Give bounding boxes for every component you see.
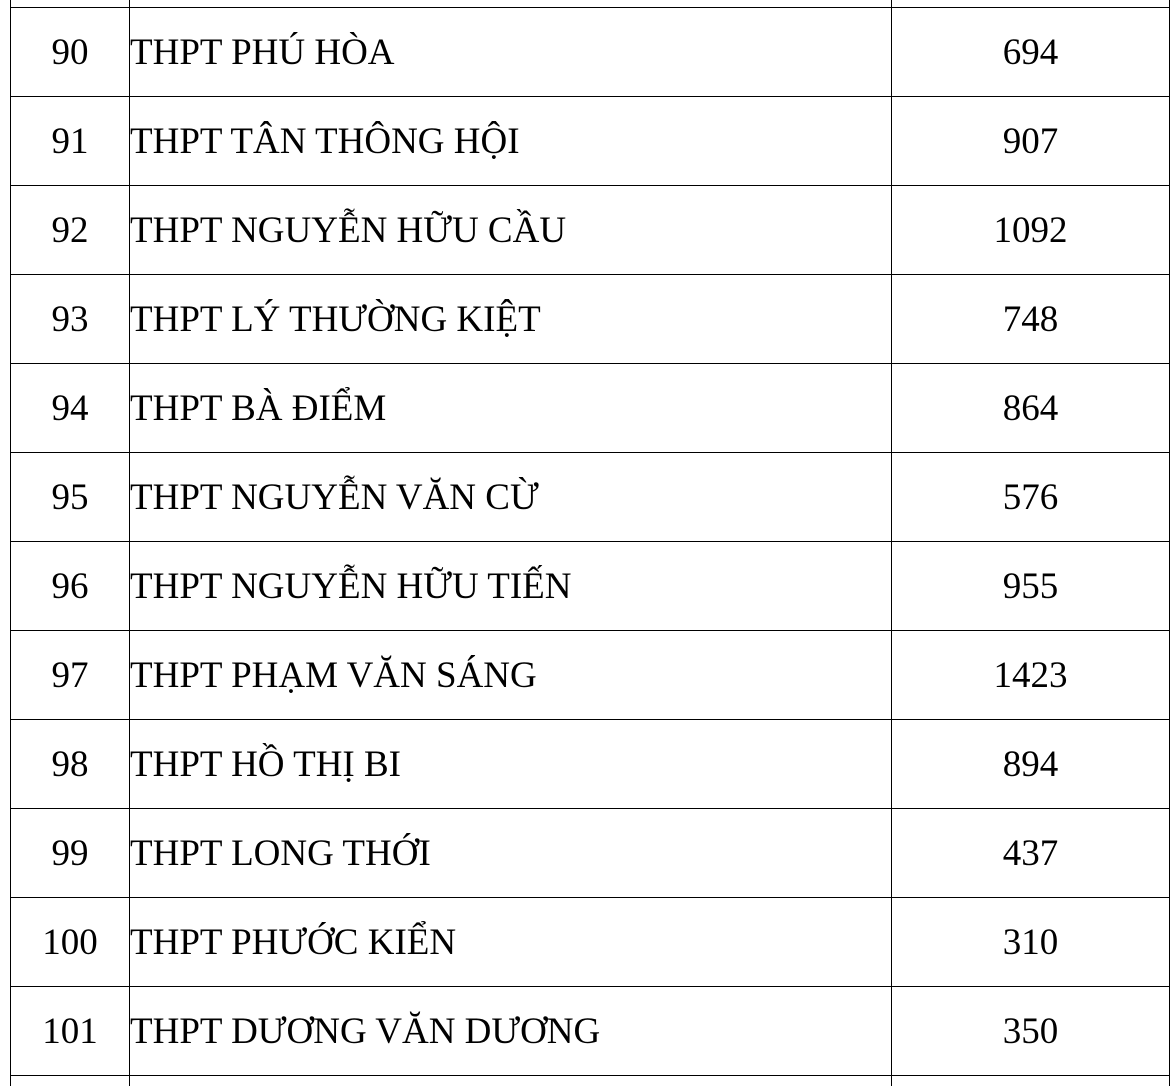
school-name: THPT LÝ THƯỜNG KIỆT	[130, 275, 892, 364]
school-name: THPT PHÚ HÒA	[130, 8, 892, 97]
student-count: 310	[892, 898, 1170, 987]
student-count: 748	[892, 275, 1170, 364]
row-number: 98	[11, 720, 130, 809]
row-number: 95	[11, 453, 130, 542]
student-count: 894	[892, 720, 1170, 809]
school-name: THPT NGUYỄN HỮU CẦU	[130, 186, 892, 275]
student-count: 350	[892, 987, 1170, 1076]
school-name: THPT TÂN THÔNG HỘI	[130, 97, 892, 186]
partial-cell	[130, 1076, 892, 1086]
table-row-partial-top	[11, 0, 1170, 8]
row-number: 100	[11, 898, 130, 987]
school-name: THPT PHƯỚC KIỂN	[130, 898, 892, 987]
school-name: THPT LONG THỚI	[130, 809, 892, 898]
partial-cell	[892, 0, 1170, 8]
student-count: 576	[892, 453, 1170, 542]
row-number: 99	[11, 809, 130, 898]
row-number: 101	[11, 987, 130, 1076]
school-name: THPT HỒ THỊ BI	[130, 720, 892, 809]
school-table-body	[11, 0, 1170, 1086]
table-row	[11, 8, 1170, 97]
school-name: THPT NGUYỄN HỮU TIẾN	[130, 542, 892, 631]
table-row-partial-bottom	[11, 1076, 1170, 1086]
school-name: THPT NGUYỄN VĂN CỪ	[130, 453, 892, 542]
partial-cell	[892, 1076, 1170, 1086]
partial-cell	[11, 1076, 130, 1086]
table-row	[11, 275, 1170, 364]
row-number: 94	[11, 364, 130, 453]
table-row	[11, 453, 1170, 542]
table-row	[11, 186, 1170, 275]
partial-cell	[130, 0, 892, 8]
table-row	[11, 898, 1170, 987]
table-row	[11, 720, 1170, 809]
row-number: 90	[11, 8, 130, 97]
partial-cell	[11, 0, 130, 8]
student-count: 1423	[892, 631, 1170, 720]
table-row	[11, 542, 1170, 631]
table-row	[11, 97, 1170, 186]
school-name: THPT BÀ ĐIỂM	[130, 364, 892, 453]
table-row	[11, 809, 1170, 898]
row-number: 97	[11, 631, 130, 720]
row-number: 93	[11, 275, 130, 364]
row-number: 92	[11, 186, 130, 275]
student-count: 694	[892, 8, 1170, 97]
student-count: 437	[892, 809, 1170, 898]
student-count: 864	[892, 364, 1170, 453]
row-number: 91	[11, 97, 130, 186]
table-row	[11, 364, 1170, 453]
student-count: 1092	[892, 186, 1170, 275]
school-name: THPT PHẠM VĂN SÁNG	[130, 631, 892, 720]
table-row	[11, 987, 1170, 1076]
student-count: 955	[892, 542, 1170, 631]
student-count: 907	[892, 97, 1170, 186]
row-number: 96	[11, 542, 130, 631]
school-name: THPT DƯƠNG VĂN DƯƠNG	[130, 987, 892, 1076]
school-table	[10, 0, 1170, 1086]
table-row	[11, 631, 1170, 720]
